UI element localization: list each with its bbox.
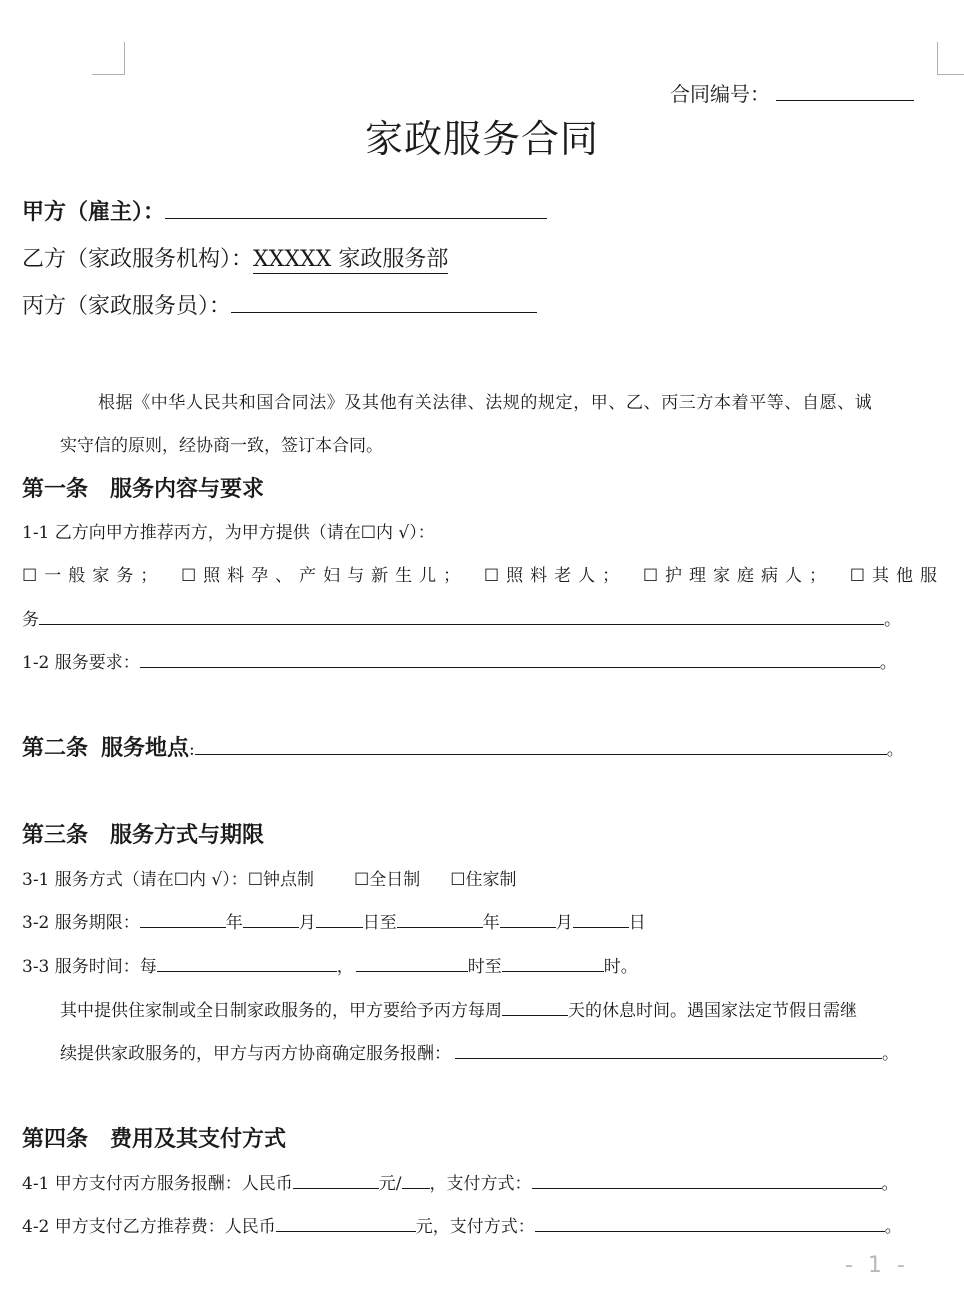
option-patient-care[interactable]: ☐护理家庭病人；: [642, 566, 834, 586]
holiday-pay-blank[interactable]: [455, 1040, 882, 1059]
start-year-blank[interactable]: [140, 909, 226, 928]
service-requirements-blank[interactable]: [140, 649, 880, 668]
option-general-housework[interactable]: ☐一般家务；: [22, 566, 165, 586]
option-maternity-newborn[interactable]: ☐照料孕、产妇与新生儿；: [180, 566, 468, 586]
start-year-label: 年: [225, 913, 243, 933]
article-2-colon: :: [189, 740, 195, 761]
article-2-line: [22, 731, 904, 762]
contract-number-label: 合同编号：: [670, 82, 770, 106]
item-4-1-line: [22, 1169, 899, 1194]
start-month-label: 月: [298, 913, 316, 933]
start-day-label: 日: [362, 913, 380, 933]
contract-number-blank[interactable]: [776, 79, 914, 101]
end-month-blank[interactable]: [500, 909, 556, 928]
service-location-blank[interactable]: [195, 731, 887, 755]
rest-period: 。: [882, 1044, 899, 1064]
article-2-subheading: 服务地点: [101, 735, 190, 762]
article-1-heading: 第一条 服务内容与要求: [22, 476, 265, 502]
rest-line-2: [60, 1039, 899, 1064]
item-4-2-unit: 元，支付方式：: [415, 1217, 535, 1237]
article-3-heading: 第三条 服务方式与期限: [22, 822, 265, 848]
item-4-1-label: 4-1 甲方支付丙方服务报酬：人民币: [22, 1174, 293, 1194]
time-end-label: 时。: [603, 957, 638, 977]
party-b-label: 乙方（家政服务机构）：: [22, 247, 254, 272]
comma: ，: [336, 957, 354, 977]
other-service-blank[interactable]: [39, 606, 884, 625]
item-4-1-period: 。: [881, 1174, 899, 1194]
referral-fee-amount-blank[interactable]: [276, 1213, 416, 1232]
item-1-2-period: 。: [879, 653, 897, 673]
other-service-period: 。: [884, 610, 901, 630]
rest-line-1: [60, 996, 857, 1021]
party-c-label: 丙方（家政服务员）：: [22, 294, 232, 320]
party-c-blank[interactable]: [231, 289, 537, 313]
item-3-3-line: [22, 952, 638, 977]
item-1-1: 1-1 乙方向甲方推荐丙方，为甲方提供（请在☐内 √）：: [22, 523, 435, 543]
other-service-cont: 务: [22, 610, 39, 630]
corner-mark-top-right: [937, 42, 964, 75]
start-month-blank[interactable]: [243, 909, 299, 928]
item-1-2-label: 1-2 服务要求：: [22, 653, 140, 673]
option-live-in[interactable]: ☐住家制: [450, 870, 517, 890]
end-day-blank[interactable]: [573, 909, 629, 928]
end-year-label: 年: [482, 913, 500, 933]
service-fee-period-blank[interactable]: [402, 1170, 430, 1189]
party-c-line: [22, 289, 537, 320]
item-4-1-payment-label: ，支付方式：: [429, 1174, 532, 1194]
to-label: 至: [379, 913, 397, 933]
item-4-2-label: 4-2 甲方支付乙方推荐费：人民币: [22, 1217, 276, 1237]
party-b-value: XXXXX 家政服务部: [253, 247, 449, 272]
start-time-blank[interactable]: [356, 953, 468, 972]
time-to-label: 时至: [467, 957, 502, 977]
option-elderly-care[interactable]: ☐照料老人；: [483, 566, 627, 586]
item-4-2-line: [22, 1212, 902, 1237]
article-2-heading: 第二条: [22, 735, 89, 762]
article-4-heading: 第四条 费用及其支付方式: [22, 1126, 287, 1152]
option-other[interactable]: ☐其他服: [849, 566, 944, 586]
item-4-2-period: 。: [884, 1217, 902, 1237]
service-fee-payment-blank[interactable]: [532, 1170, 882, 1189]
end-month-label: 月: [555, 913, 573, 933]
service-frequency-blank[interactable]: [157, 953, 337, 972]
article-2-period: 。: [886, 740, 904, 761]
item-4-1-unit: 元/: [378, 1174, 402, 1194]
party-b-line: [22, 242, 448, 273]
rest-text-a: 其中提供住家制或全日制家政服务的，甲方要给予丙方每周: [60, 1001, 502, 1021]
document-title: 家政服务合同: [364, 117, 599, 161]
rest-days-blank[interactable]: [502, 997, 568, 1016]
referral-fee-payment-blank[interactable]: [535, 1213, 885, 1232]
party-a-line: [22, 195, 547, 226]
item-1-2-line: [22, 648, 897, 673]
end-day-label: 日: [628, 913, 646, 933]
option-full-day[interactable]: ☐全日制: [354, 870, 421, 890]
option-hourly[interactable]: ☐钟点制: [247, 870, 315, 890]
preamble-text-1: 根据《中华人民共和国合同法》及其他有关法律、法规的规定，甲、乙、丙三方本着平等、自愿、诚: [98, 393, 873, 413]
item-3-1-label: 3-1 服务方式（请在☐内 √）：: [22, 870, 248, 890]
corner-mark-top-left: [92, 42, 125, 75]
item-3-1-line: [22, 865, 517, 890]
page-number: - 1 -: [845, 1253, 909, 1278]
item-3-3-label: 3-3 服务时间：每: [22, 957, 157, 977]
item-3-2-label: 3-2 服务期限：: [22, 913, 140, 933]
service-options-row: [22, 561, 944, 586]
contract-number-line: [670, 78, 914, 107]
end-year-blank[interactable]: [397, 909, 483, 928]
rest-text-b: 天的休息时间。遇国家法定节假日需继: [568, 1001, 857, 1021]
start-day-blank[interactable]: [316, 909, 363, 928]
party-a-blank[interactable]: [165, 195, 547, 219]
preamble-line-2: 实守信的原则，经协商一致，签订本合同。: [60, 436, 383, 456]
item-3-2-line: [22, 908, 646, 933]
end-time-blank[interactable]: [502, 953, 604, 972]
party-a-label: 甲方（雇主）：: [22, 199, 166, 226]
service-fee-amount-blank[interactable]: [293, 1170, 379, 1189]
other-service-line: [22, 605, 901, 630]
preamble-line-1: [98, 388, 938, 413]
rest-text-2: 续提供家政服务的，甲方与丙方协商确定服务报酬：: [60, 1044, 451, 1064]
